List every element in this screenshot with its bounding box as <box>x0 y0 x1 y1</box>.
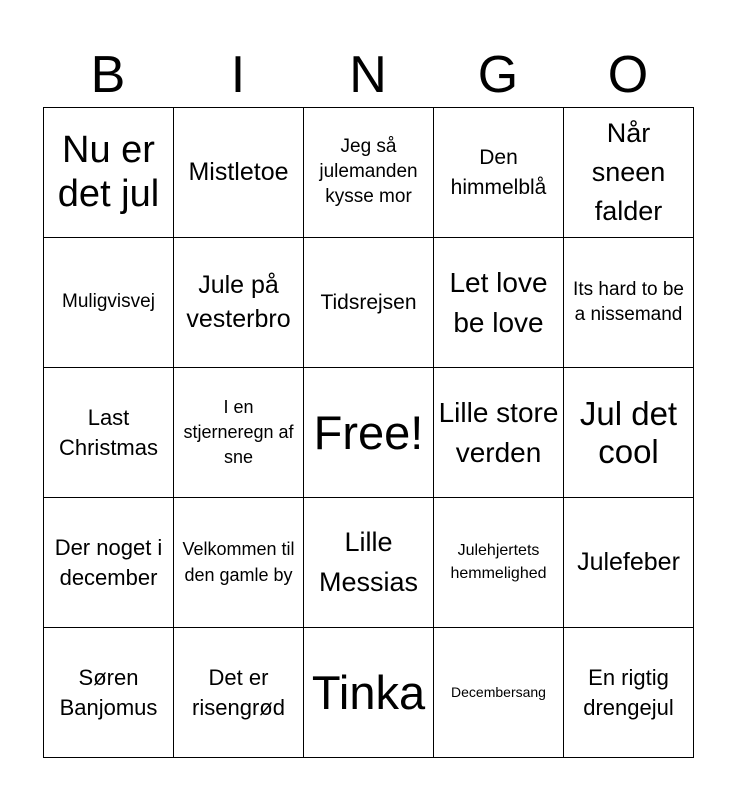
bingo-cell[interactable]: Lille Messias <box>304 498 434 628</box>
bingo-cell[interactable]: Jule på vesterbro <box>174 238 304 368</box>
bingo-cell[interactable]: Når sneen falder <box>564 108 694 238</box>
bingo-cell[interactable]: Jul det cool <box>564 368 694 498</box>
bingo-cell[interactable]: Velkommen til den gamle by <box>174 498 304 628</box>
bingo-cell[interactable]: Tidsrejsen <box>304 238 434 368</box>
bingo-cell[interactable]: Its hard to be a nissemand <box>564 238 694 368</box>
bingo-header <box>43 40 693 110</box>
bingo-row <box>44 108 694 238</box>
bingo-cell[interactable]: Det er risengrød <box>174 628 304 758</box>
bingo-cell[interactable]: Tinka <box>304 628 434 758</box>
bingo-cell[interactable]: Julefeber <box>564 498 694 628</box>
bingo-cell[interactable]: Last Christmas <box>44 368 174 498</box>
bingo-cell[interactable]: Free! <box>304 368 434 498</box>
bingo-cell[interactable]: Decembersang <box>434 628 564 758</box>
bingo-cell[interactable]: En rigtig drengejul <box>564 628 694 758</box>
header-letter-g: G <box>477 46 519 104</box>
bingo-row <box>44 628 694 758</box>
bingo-cell[interactable]: Der noget i december <box>44 498 174 628</box>
bingo-row <box>44 238 694 368</box>
bingo-cell[interactable]: Jeg så julemanden kysse mor <box>304 108 434 238</box>
header-letter-o: O <box>607 46 649 104</box>
bingo-cell[interactable]: Søren Banjomus <box>44 628 174 758</box>
header-letter-i: I <box>230 46 246 104</box>
bingo-cell[interactable]: Den himmelblå <box>434 108 564 238</box>
bingo-cell[interactable]: Mistletoe <box>174 108 304 238</box>
bingo-cell[interactable]: Julehjertets hemmelighed <box>434 498 564 628</box>
bingo-cell[interactable]: I en stjerneregn af sne <box>174 368 304 498</box>
header-letter-n: N <box>349 46 387 104</box>
bingo-row <box>44 368 694 498</box>
bingo-cell[interactable]: Lille store verden <box>434 368 564 498</box>
bingo-cell[interactable]: Let love be love <box>434 238 564 368</box>
bingo-cell[interactable]: Muligvisvej <box>44 238 174 368</box>
bingo-grid <box>43 107 694 758</box>
bingo-cell[interactable]: Nu er det jul <box>44 108 174 238</box>
bingo-row <box>44 498 694 628</box>
header-letter-b: B <box>90 46 126 104</box>
